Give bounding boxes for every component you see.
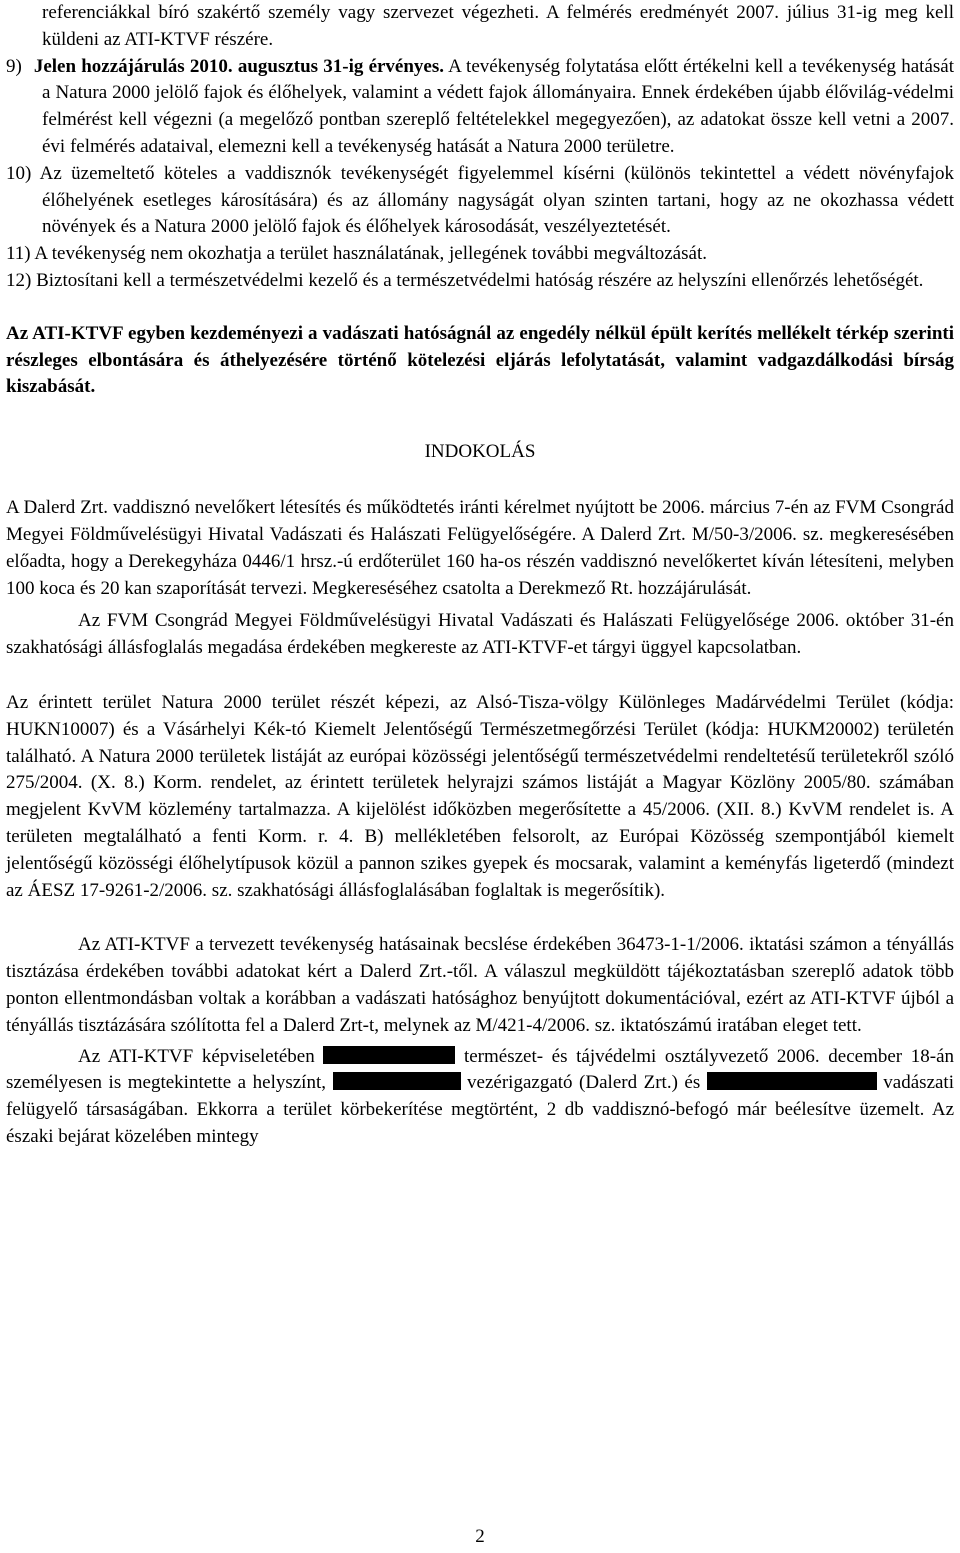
- site-visit-text-2: természet- és tájvédelmi osztályvezető 2006. december 18-án személyesen is megtekintette a helyszínt,: [6, 1045, 955, 1094]
- paragraph-assessment: Az ATI-KTVF a tervezett tevékenység hatásainak becslése érdekében 36473-1-1/2006. iktatási számon a tényállás tisztázása érdekében további adatokat kért a Dalerd Zrt.-től. A válaszul megküldött tájékoztatásban szereplő adatok több ponton ellentmondásban voltak a korábban a vadászati hatósághoz benyújtott dokumentációval, ezért az ATI-KTVF újból a tényállás tisztázására szólította fel a Dalerd Zrt-t, melynek az M/421-4/2006. sz. iktatószámú iratában eleget tett.: [6, 934, 954, 1036]
- section-heading: INDOKOLÁS: [424, 441, 536, 463]
- site-visit-text-1: Az ATI-KTVF képviseletében: [78, 1045, 315, 1067]
- list-item-9-text: A tevékenység folytatása előtt értékelni kell a tevékenység hatását a Natura 2000 jelölő fajok és élőhelyek, valamint a védett fajok állományaira. Ennek érdekében újabb élővilág-védelmi felmérést kell végezni (a megelőző pontban szereplő feltételekkel megegyezően), az adatokat össze kell vetni a 2007. évi felmérés adataival, elemezni kell a tevékenység hatását a Natura 2000 területre.: [42, 55, 954, 157]
- paragraph-natura: Az érintett terület Natura 2000 terület részét képezi, az Alsó-Tisza-völgy Különleges Madárvédelmi Terület (kódja: HUKN10007) és a Vásárhelyi Kék-tó Kiemelt Jelentőségű Természetmegőrzési Terület (kódja: HUKM20002) területén található. A Natura 2000 területek listáját az európai közösségi jelentőségű természetvédelmi rendeltetésű területekről szóló 275/2004. (X. 8.) Korm. rendelet, az érintett területek helyrajzi számos listáját a Magyar Közlöny 2005/80. számában megjelent KvVM közlemény tartalmazza. A kijelölést időközben megerősítette a 45/2006. (XII. 8.) KvVM rendelet is. A területen megtalálható a fenti Korm. r. 4. B) mellékletében felsorolt, az Európai Közösség szempontjából kiemelt jelentőségű közösségi élőhelytípusok közül a pannon szikes gyepek és mocsarak, valamint a keményfás ligeterdő (mindezt az ÁESZ 17-9261-2/2006. sz. szakhatósági állásfoglalásában foglaltak is megerősítik).: [6, 691, 954, 901]
- list-item-11: 11) A tevékenység nem okozhatja a terület használatának, jellegének további megváltozását.: [6, 243, 707, 265]
- list-item-9: [6, 54, 954, 161]
- paragraph-site-visit: [6, 1044, 954, 1151]
- list-item-9-number: 9): [6, 55, 22, 77]
- validity-statement: Jelen hozzájárulás 2010. augusztus 31-ig érvényes.: [33, 55, 445, 77]
- page-number: 2: [475, 1526, 485, 1547]
- list-item-12: 12) Biztosítani kell a természetvédelmi kezelő és a természetvédelmi hatóság részére az helyszíni ellenőrzés lehetőségét.: [6, 269, 924, 291]
- redacted-name: [323, 1046, 455, 1064]
- document-page: [6, 0, 954, 1151]
- paragraph-request: Az FVM Csongrád Megyei Földművelésügyi Hivatal Vadászati és Halászati Felügyelősége 2006. október 31-én szakhatósági állásfoglalás megadása érdekében megkereste az ATI-KTVF-et tárgyi üggyel kapcsolatban.: [6, 610, 954, 659]
- continued-paragraph: referenciákkal bíró szakértő személy vagy szervezet végezheti. A felmérés eredményét 2007. július 31-ig meg kell küldeni az ATI-KTVF részére.: [42, 2, 954, 50]
- paragraph-application: A Dalerd Zrt. vaddisznó nevelőkert létesítés és működtetés iránti kérelmet nyújtott be 2006. március 7-én az FVM Csongrád Megyei Földművelésügyi Hivatal Vadászati és Halászati Felügyelőségére. A Dalerd Zrt. M/50-3/2006. sz. megkeresésében előadta, hogy a Derekegyháza 0446/1 hrsz.-ú erdőterület 160 ha-os részén vaddisznó nevelőkertet kíván létesíteni, melyben 100 koca és 20 kan szaporítását tervezi. Megkereséséhez csatolta a Derekmező Rt. hozzájárulását.: [6, 497, 954, 599]
- redacted-name: [333, 1072, 461, 1090]
- list-item-10: 10) Az üzemeltető köteles a vaddisznók tevékenységét figyelemmel kísérni (különös tekintettel a védett növényfajok élőhelyének esetleges károsítására) és az állomány nagyságát olyan szinten tartani, hogy az ne okozhassa védett növények és a Natura 2000 jelölő fajok és élőhelyek károsodását, veszélyeztetését.: [6, 162, 954, 238]
- redacted-name: [707, 1072, 877, 1090]
- bold-initiative-paragraph: Az ATI-KTVF egyben kezdeményezi a vadászati hatóságnál az engedély nélkül épült kerítés mellékelt térkép szerinti részleges elbontására és áthelyezésére történő kötelezési eljárás lefolytatását, valamint vadgazdálkodási bírság kiszabását.: [6, 322, 954, 398]
- site-visit-text-4: vadászati felügyelő társaságában. Ekkorra a terület körbekerítése megtörtént, 2 db vaddisznó-befogó már beélesítve üzemelt. Az északi bejárat közelében mintegy: [6, 1072, 954, 1147]
- site-visit-text-3: vezérigazgató (Dalerd Zrt.) és: [460, 1072, 701, 1094]
